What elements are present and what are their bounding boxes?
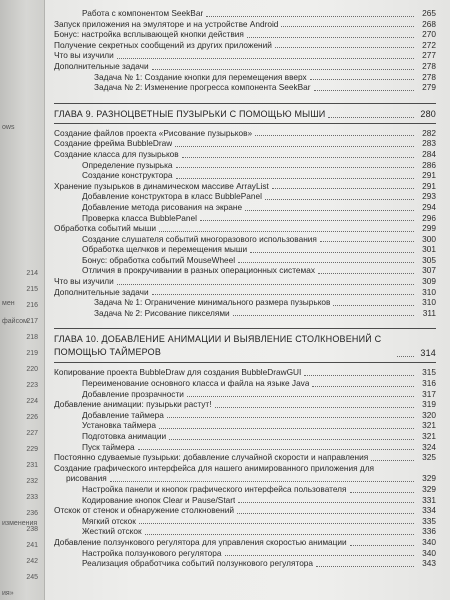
dot-leader: [169, 438, 414, 440]
toc-entry-title: Копирование проекта BubbleDraw для создания BubbleDrawGUI: [54, 367, 302, 378]
toc-entry[interactable]: [54, 276, 436, 287]
toc-entry-title: Определение пузырька: [82, 159, 173, 170]
toc-entry[interactable]: [54, 40, 436, 51]
toc-entry-title: Что вы изучили: [54, 276, 114, 287]
toc-entry[interactable]: [54, 265, 436, 276]
toc-page-number: 279: [422, 82, 436, 93]
toc-page-number: 305: [422, 254, 436, 265]
toc-entry[interactable]: [54, 202, 436, 213]
toc-entry[interactable]: [54, 29, 436, 40]
toc-page-number: 265: [422, 8, 436, 18]
dot-leader: [314, 89, 414, 91]
toc-entry[interactable]: [54, 537, 436, 548]
left-page-number: 220: [26, 366, 38, 373]
dot-leader: [318, 272, 414, 274]
dot-leader: [247, 36, 414, 38]
toc-page-number: 329: [422, 473, 436, 484]
dot-leader: [237, 512, 414, 514]
left-page-text-fragment: ows: [2, 124, 15, 131]
toc-entry-title: Переименование основного класса и файла на языке Java: [82, 378, 310, 389]
left-page-number: 231: [26, 462, 38, 469]
left-page-number: 223: [26, 382, 38, 389]
toc-page-number: 321: [422, 420, 436, 431]
toc-page-number: 296: [422, 212, 436, 223]
toc-entry-title: Настройка ползункового регулятора: [82, 547, 222, 558]
toc-entry[interactable]: [54, 255, 436, 266]
toc-page-number: 309: [422, 276, 436, 287]
dot-leader: [238, 501, 414, 503]
toc-entry[interactable]: [54, 505, 436, 516]
toc-entry-title: Добавление таймера: [82, 409, 164, 420]
dot-leader: [110, 480, 414, 482]
toc-entry[interactable]: [54, 389, 436, 400]
toc-entry[interactable]: [54, 8, 436, 19]
toc-page-number: 336: [422, 526, 436, 537]
dot-leader: [175, 145, 414, 147]
toc-page-number: 278: [422, 60, 436, 71]
left-page-number: 219: [26, 350, 38, 357]
dot-leader: [215, 406, 414, 408]
dot-leader: [145, 533, 414, 535]
toc-page-number: 334: [422, 505, 436, 516]
toc-page-number: 340: [422, 547, 436, 558]
dot-leader: [265, 198, 414, 200]
toc-entry-title: рисования: [66, 473, 107, 484]
toc-page-number: 340: [422, 536, 436, 547]
toc-page-number: 294: [422, 201, 436, 212]
toc-page-number: 286: [422, 159, 436, 170]
toc-page-number: 268: [422, 18, 436, 29]
toc-page-number: 282: [422, 127, 436, 138]
dot-leader: [350, 544, 414, 546]
toc-entry-title: Обработка событий мыши: [54, 223, 157, 234]
dot-leader: [328, 116, 414, 118]
left-page-text-fragment: ия»: [2, 590, 14, 597]
chapter-rule: [54, 123, 436, 124]
toc-entry-title: Бонус: обработка событий MouseWheel: [82, 254, 236, 265]
toc-page-number: 283: [422, 138, 436, 149]
dot-leader: [117, 283, 414, 285]
toc-entry[interactable]: [54, 548, 436, 559]
toc-entry[interactable]: [54, 149, 436, 160]
dot-leader: [187, 395, 414, 397]
toc-entry[interactable]: [54, 452, 436, 463]
toc-page-number: 300: [422, 233, 436, 244]
dot-leader: [152, 68, 414, 70]
toc-entry[interactable]: [54, 170, 436, 181]
toc-entry-title: Отскок от стенок и обнаружение столкновений: [54, 505, 235, 516]
left-page-number: 233: [26, 494, 38, 501]
left-page-text-fragment: файсом.: [2, 318, 30, 325]
toc-entry[interactable]: [54, 495, 436, 506]
toc-page-number: 272: [422, 39, 436, 50]
chapter-rule: [54, 362, 436, 363]
chapter-page-number: 314: [420, 348, 436, 359]
left-page-number: 229: [26, 446, 38, 453]
toc-entry-title: Получение секретных сообщений из других приложений: [54, 39, 272, 50]
table-of-contents: [54, 8, 436, 569]
toc-page-number: 325: [422, 452, 436, 463]
dot-leader: [255, 134, 414, 136]
toc-entry-title: Добавление ползункового регулятора для управления скоростью анимации: [54, 536, 347, 547]
left-page-number: 236: [26, 510, 38, 517]
toc-page-number: 307: [422, 265, 436, 276]
toc-page-number: 278: [422, 71, 436, 82]
toc-entry-title: Настройка панели и кнопок графического интерфейса пользователя: [82, 483, 347, 494]
toc-page-number: 343: [422, 558, 436, 569]
toc-entry-title: Что вы изучили: [54, 50, 114, 61]
left-page-text-fragment: мен: [2, 300, 15, 307]
dot-leader: [312, 385, 414, 387]
dot-leader: [182, 156, 414, 158]
left-page-number: 226: [26, 414, 38, 421]
dot-leader: [281, 25, 414, 27]
toc-page-number: 331: [422, 494, 436, 505]
toc-entry-title: Добавление конструктора в класс BubblePanel: [82, 191, 262, 202]
toc-page-number: 310: [422, 297, 436, 308]
toc-entry-title: Создание слушателя событий многоразового использования: [82, 233, 317, 244]
toc-entry[interactable]: [54, 410, 436, 421]
toc-entry-title: Задача № 2: Рисование пикселями: [94, 307, 230, 318]
toc-entry[interactable]: [54, 308, 436, 319]
left-page-number: 216: [26, 302, 38, 309]
dot-leader: [250, 251, 414, 253]
toc-page-number: 335: [422, 515, 436, 526]
dot-leader: [333, 304, 414, 306]
toc-page-number: 315: [422, 367, 436, 378]
toc-page-number: 277: [422, 50, 436, 61]
dot-leader: [397, 355, 414, 357]
toc-entry[interactable]: [54, 72, 436, 83]
toc-entry-title: Кодирование кнопок Clear и Pause/Start: [82, 494, 236, 505]
chapter-heading[interactable]: [54, 333, 436, 359]
dot-leader: [138, 448, 414, 450]
toc-entry[interactable]: [54, 297, 436, 308]
dot-leader: [320, 240, 414, 242]
toc-entry[interactable]: [54, 516, 436, 527]
chapter-title: ГЛАВА 10. ДОБАВЛЕНИЕ АНИМАЦИИ И ВЫЯВЛЕНИЕ СТОЛКНОВЕНИЙ С ПОМОЩЬЮ ТАЙМЕРОВ: [54, 334, 382, 358]
left-page-number: 224: [26, 398, 38, 405]
toc-entry[interactable]: [54, 234, 436, 245]
toc-entry-title: Дополнительные задачи: [54, 286, 149, 297]
toc-entry[interactable]: [54, 526, 436, 537]
toc-page-number: 316: [422, 378, 436, 389]
chapter-page-number: 280: [420, 108, 436, 119]
left-page-number: 217: [26, 318, 38, 325]
toc-entry[interactable]: [54, 244, 436, 255]
dot-leader: [167, 416, 414, 418]
dot-leader: [350, 491, 414, 493]
dot-leader: [225, 554, 415, 556]
dot-leader: [159, 427, 414, 429]
toc-entry-title: Подготовка анимации: [82, 431, 167, 441]
left-page-number: 242: [26, 558, 38, 565]
toc-page-number: 317: [422, 388, 436, 399]
toc-entry-title: Запуск приложения на эмуляторе и на устройстве Android: [54, 18, 279, 29]
dot-leader: [159, 230, 414, 232]
toc-entry[interactable]: [54, 463, 436, 474]
toc-page-number: 291: [422, 170, 436, 181]
left-page-text-fragment: изменения: [2, 520, 38, 527]
dot-leader: [316, 565, 414, 567]
toc-entry-title: Постоянно сдуваемые пузырьки: добавление случайной скорости и направления: [54, 452, 369, 463]
toc-entry[interactable]: [54, 367, 436, 378]
toc-entry-title: Создание файлов проекта «Рисование пузырьков»: [54, 127, 253, 138]
left-page-number: 245: [26, 574, 38, 581]
dot-leader: [200, 219, 414, 221]
chapter-rule: [54, 328, 436, 329]
left-page-number: 227: [26, 430, 38, 437]
left-page-number: 215: [26, 286, 38, 293]
toc-entry[interactable]: [54, 19, 436, 30]
toc-entry-title: Жесткий отскок: [82, 526, 142, 537]
chapter-heading[interactable]: [54, 108, 436, 120]
toc-entry[interactable]: [54, 138, 436, 149]
toc-entry[interactable]: [54, 431, 436, 442]
dot-leader: [176, 177, 414, 179]
toc-page-number: 310: [422, 286, 436, 297]
toc-page-number: 291: [422, 180, 436, 191]
toc-entry[interactable]: [54, 82, 436, 93]
toc-entry[interactable]: [54, 213, 436, 224]
toc-entry-title: Проверка класса BubblePanel: [82, 212, 197, 223]
left-page-number: 232: [26, 478, 38, 485]
toc-page-number: 321: [422, 431, 436, 441]
toc-page-number: 284: [422, 148, 436, 159]
left-page-edge: [0, 0, 45, 600]
toc-entry-title: Создание конструктора: [82, 170, 173, 181]
dot-leader: [272, 187, 414, 189]
left-page-number: 214: [26, 270, 38, 277]
toc-page-number: 324: [422, 441, 436, 452]
dot-leader: [139, 522, 414, 524]
toc-entry-title: Задача № 1: Ограничение минимального размера пузырьков: [94, 297, 331, 308]
toc-entry[interactable]: [54, 473, 436, 484]
toc-entry[interactable]: [54, 287, 436, 298]
dot-leader: [206, 15, 414, 17]
toc-entry-title: Задача № 2: Изменение прогресса компонента SeekBar: [94, 82, 311, 93]
toc-entry[interactable]: [54, 61, 436, 72]
dot-leader: [117, 57, 414, 59]
dot-leader: [233, 314, 414, 316]
dot-leader: [152, 293, 414, 295]
left-page-number: 241: [26, 542, 38, 549]
toc-page-number: 329: [422, 483, 436, 494]
toc-entry[interactable]: [54, 181, 436, 192]
toc-entry[interactable]: [54, 484, 436, 495]
chapter-rule: [54, 103, 436, 104]
toc-entry[interactable]: [54, 442, 436, 453]
dot-leader: [310, 78, 414, 80]
toc-entry[interactable]: [54, 378, 436, 389]
toc-page-number: 299: [422, 223, 436, 234]
chapter-title: ГЛАВА 9. РАЗНОЦВЕТНЫЕ ПУЗЫРЬКИ С ПОМОЩЬЮ МЫШИ: [54, 108, 326, 119]
toc-entry-title: Мягкий отскок: [82, 515, 136, 526]
toc-page-number: 320: [422, 409, 436, 420]
toc-entry-title: Обработка щелчков и перемещения мыши: [82, 244, 248, 255]
left-page-number: 238: [26, 526, 38, 533]
dot-leader: [176, 166, 414, 168]
toc-entry-title: Задача № 1: Создание кнопки для перемещения вверх: [94, 71, 307, 82]
toc-entry-title: Хранение пузырьков в динамическом массиве ArrayList: [54, 180, 269, 191]
toc-entry[interactable]: [54, 160, 436, 171]
toc-entry-title: Реализация обработчика событий ползункового регулятора: [82, 558, 314, 569]
toc-entry[interactable]: [54, 558, 436, 569]
toc-entry[interactable]: [54, 128, 436, 139]
toc-entry-title: Добавление анимации: пузырьки растут!: [54, 399, 212, 410]
toc-entry[interactable]: [54, 420, 436, 431]
toc-entry-title: Бонус: настройка всплывающей кнопки действия: [54, 29, 244, 40]
toc-entry[interactable]: [54, 191, 436, 202]
toc-page-number: 293: [422, 191, 436, 202]
toc-entry-title: Создание фрейма BubbleDraw: [54, 138, 173, 149]
toc-entry-title: Установка таймера: [82, 420, 157, 431]
toc-entry-title: Создание класса для пузырьков: [54, 148, 179, 159]
dot-leader: [275, 46, 414, 48]
dot-leader: [245, 209, 414, 211]
toc-entry[interactable]: [54, 399, 436, 410]
left-page-number: 218: [26, 334, 38, 341]
dot-leader: [238, 261, 414, 263]
toc-page-number: 270: [422, 29, 436, 40]
toc-entry-title: Отличия в прокручивании в разных операционных системах: [82, 265, 315, 276]
dot-leader: [371, 459, 414, 461]
toc-page-number: 311: [422, 307, 436, 318]
toc-entry[interactable]: [54, 50, 436, 61]
toc-entry-title: Добавление метода рисования на экране: [82, 201, 243, 212]
toc-entry-title: Добавление прозрачности: [82, 388, 184, 399]
toc-entry-title: Создание графического интерфейса для нашего анимированного приложения для: [54, 462, 375, 473]
toc-entry[interactable]: [54, 223, 436, 234]
toc-entry-title: Работа с компонентом SeekBar: [82, 8, 204, 18]
toc-entry-title: Дополнительные задачи: [54, 60, 149, 71]
toc-page-number: 319: [422, 399, 436, 410]
dot-leader: [304, 374, 414, 376]
toc-page-number: 301: [422, 244, 436, 255]
toc-entry-title: Пуск таймера: [82, 441, 135, 452]
